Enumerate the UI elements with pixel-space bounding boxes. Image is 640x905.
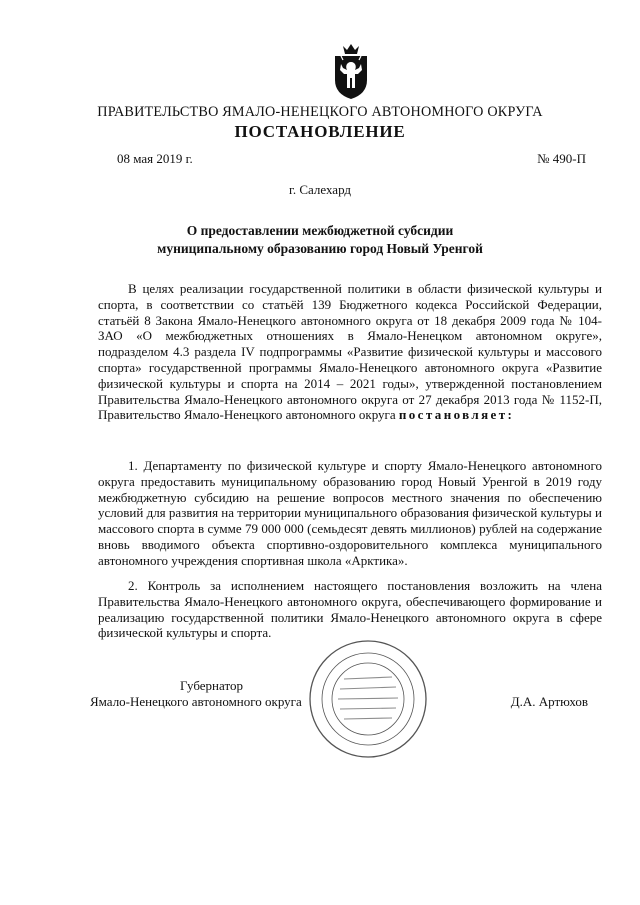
signatory-title: Губернатор	[180, 678, 243, 693]
official-stamp	[306, 637, 430, 761]
body-paragraph-1	[98, 281, 602, 423]
paragraph-2-text: 1. Департаменту по физической культуре и спорту Ямало-Ненецкого автономного округа предоставить муниципальному образованию город Новый Уренгой в 2019 году межбюджетную субсидию на решение вопросов местного значения по обеспечению условий для развития на территории муниципального образования физической культуры и массового спорта в сумме 79 000 000 (семьдесят девять миллионов) рублей на содержание вновь вводимого объекта спортивно-оздоровительного комплекса муниципального автономного учреждения спортивная школа «Арктика».	[98, 458, 602, 568]
title-line-1: О предоставлении межбюджетной субсидии	[186, 223, 454, 238]
resolves-word: постановляет:	[398, 407, 515, 423]
signatory-name: Д.А. Артюхов	[510, 694, 588, 709]
body-paragraph-3	[98, 578, 602, 641]
document-number: № 490-П	[537, 151, 586, 166]
title-line-2: муниципальному образованию город Новый Уренгой	[157, 241, 483, 256]
document-title	[0, 222, 640, 258]
document-type: ПОСТАНОВЛЕНИЕ	[234, 122, 406, 141]
coat-of-arms-emblem	[331, 44, 371, 100]
government-name: ПРАВИТЕЛЬСТВО ЯМАЛО-НЕНЕЦКОГО АВТОНОМНОГО ОКРУГА	[97, 104, 543, 120]
document-city: г. Салехард	[288, 182, 352, 197]
paragraph-1-text: В целях реализации государственной политики в области физической культуры и спорта, в соответствии со статьёй 139 Бюджетного кодекса Российской Федерации, статьёй 8 Закона Ямало-Ненецкого автономного округа от 18 декабря 2009 года № 104-ЗАО «О межбюджетных отношениях в Ямало-Ненецком автономном округе», подразделом 4.3 раздела IV подпрограммы «Развитие физической культуры и массового спорта» государственной программы Ямало-Ненецкого автономного округа «Развитие физической культуры и спорта на 2014 – 2021 годы», утвержденной постановлением Правительства Ямало-Ненецкого автономного округа от 27 декабря 2013 года № 1152-П, Правительство Ямало-Ненецкого автономного округа	[98, 281, 602, 423]
paragraph-3-text: 2. Контроль за исполнением настоящего постановления возложить на члена Правительства Ямало-Ненецкого автономного округа, обеспечивающего формирование и реализацию государственной политики Ямало-Ненецкого автономного округа в сфере физической культуры и спорта.	[98, 578, 602, 641]
signatory-region: Ямало-Ненецкого автономного округа	[90, 694, 302, 709]
document-date: 08 мая 2019 г.	[117, 151, 193, 166]
body-paragraph-2	[98, 458, 602, 569]
